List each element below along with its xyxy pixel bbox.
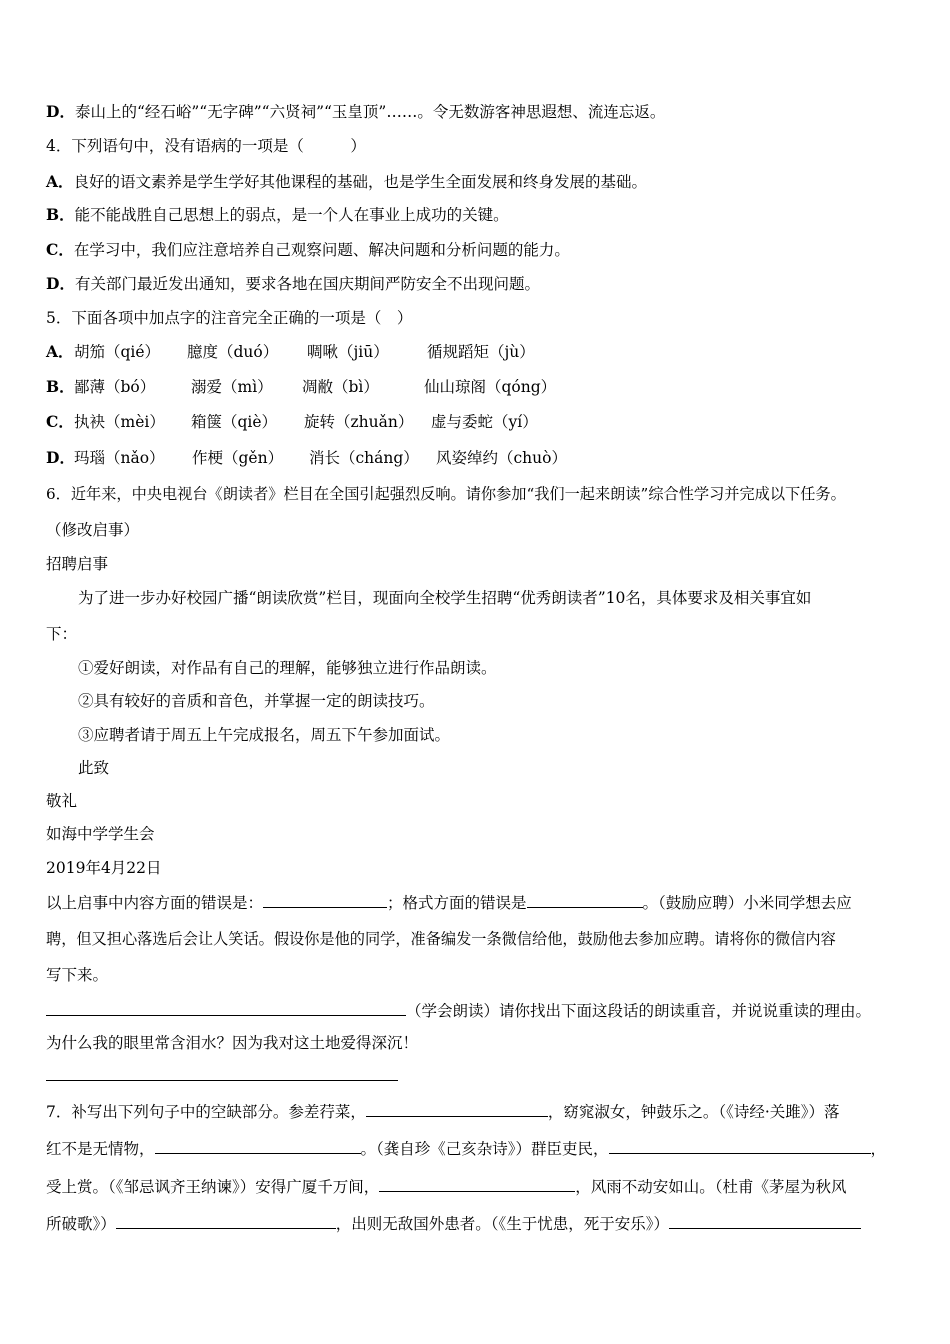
option-item: 消长（cháng） [309, 449, 419, 467]
option-label: D． [46, 274, 75, 293]
q5-option-c [46, 412, 538, 432]
notice-date: 2019年4月22日 [46, 859, 162, 877]
q7-line [46, 1137, 886, 1159]
option-label: C． [46, 412, 74, 431]
answer-blank[interactable] [609, 1137, 871, 1154]
option-label: A． [46, 172, 74, 191]
option-label: A． [46, 342, 74, 361]
q6-poem: 为什么我的眼里常含泪水？因为我对这土地爱得深沉！ [46, 1034, 419, 1052]
option-text: 良好的语文素养是学生学好其他课程的基础，也是学生全面发展和终身发展的基础。 [73, 173, 648, 191]
option-item: 凋敝（bì） [302, 378, 379, 396]
option-label: D． [46, 102, 75, 121]
q5-option-a [46, 342, 535, 362]
q7-text: ， [870, 1140, 887, 1158]
option-item: 玛瑙（nǎo） [74, 449, 165, 467]
q5-stem: 5．下面各项中加点字的注音完全正确的一项是（ ） [46, 309, 413, 327]
notice-requirement: ③应聘者请于周五上午完成报名，周五下午参加面试。 [78, 726, 451, 744]
q7-line [46, 1100, 840, 1122]
option-item: 执袂（mèi） [74, 413, 165, 431]
option-item: 箱箧（qiè） [191, 413, 278, 431]
q4-option-d [46, 274, 540, 294]
option-item: 臆度（duó） [187, 343, 279, 361]
task-text: ；格式方面的错误是 [387, 894, 527, 912]
option-label: D． [46, 448, 75, 467]
option-item: 溺爱（mì） [191, 378, 273, 396]
q4-option-b [46, 205, 509, 225]
answer-blank[interactable] [379, 1175, 575, 1192]
task-text: 以上启事中内容方面的错误是： [46, 894, 264, 912]
notice-salute: 敬礼 [46, 792, 78, 810]
q4-option-a [46, 172, 647, 192]
q6-task-line [46, 891, 852, 913]
option-label: C． [46, 240, 74, 259]
task-text: （学会朗读）请你找出下面这段话的朗读重音，并说说重读的理由。 [406, 1002, 872, 1020]
notice-title: 招聘启事 [46, 555, 109, 573]
option-label: B． [46, 205, 75, 224]
q6-task-line [46, 999, 871, 1021]
answer-blank[interactable] [669, 1212, 861, 1229]
option-item: 循规蹈矩（jù） [427, 343, 535, 361]
option-item: 作梗（gěn） [192, 449, 284, 467]
notice-requirement: ②具有较好的音质和音色，并掌握一定的朗读技巧。 [78, 692, 435, 710]
option-text: 能不能战胜自己思想上的弱点，是一个人在事业上成功的关键。 [74, 206, 509, 224]
answer-blank[interactable] [366, 1100, 548, 1117]
notice-body-cont: 下： [46, 625, 78, 643]
option-item: 虚与委蛇（yí） [431, 413, 538, 431]
q7-text: ，出则无敌国外患者。（《生于忧患，死于安乐》） [335, 1215, 670, 1233]
q3-option-d [46, 102, 665, 122]
notice-signer: 如海中学学生会 [46, 825, 155, 843]
q7-text: 7．补写出下列句子中的空缺部分。参差荇菜， [46, 1103, 366, 1121]
option-item: 鄙薄（bó） [74, 378, 156, 396]
option-text: 在学习中，我们应注意培养自己观察问题、解决问题和分析问题的能力。 [73, 241, 570, 259]
q4-stem: 4．下列语句中，没有语病的一项是（ ） [46, 137, 366, 155]
q6-stem: 6．近年来，中央电视台《朗读者》栏目在全国引起强烈反响。请你参加“我们一起来朗读”综合性学习并完成以下任务。 [46, 485, 846, 503]
q7-text: ，风雨不动安如山。（杜甫《茅屋为秋风 [575, 1178, 847, 1196]
option-item: 旋转（zhuǎn） [304, 413, 414, 431]
answer-blank-content-error[interactable] [263, 891, 387, 908]
option-text: 有关部门最近发出通知，要求各地在国庆期间严防安全不出现问题。 [74, 275, 540, 293]
option-label: B． [46, 377, 75, 396]
notice-requirement: ①爱好朗读，对作品有自己的理解，能够独立进行作品朗读。 [78, 659, 497, 677]
answer-blank[interactable] [155, 1137, 361, 1154]
q7-text: 所破歌》） [46, 1215, 116, 1233]
q5-option-d [46, 448, 567, 468]
q7-line [46, 1212, 861, 1234]
task-text: 。（鼓励应聘）小米同学想去应 [642, 894, 852, 912]
answer-blank-wechat[interactable] [46, 999, 406, 1016]
q6-task-line: 写下来。 [46, 966, 109, 984]
q6-task-line: 聘，但又担心落选后会让人笑话。假设你是他的同学，准备编发一条微信给他，鼓励他去参加应聘。请将你的微信内容 [46, 930, 836, 948]
notice-closing: 此致 [78, 759, 110, 777]
q5-option-b [46, 377, 556, 397]
option-item: 仙山琼阁（qóng） [424, 378, 557, 396]
q7-text: 。（龚自珍《己亥杂诗》）群臣吏民， [360, 1140, 609, 1158]
q7-text: ，窈窕淑女，钟鼓乐之。（《诗经·关雎》）落 [547, 1103, 840, 1121]
q7-line [46, 1175, 847, 1197]
q4-option-c [46, 240, 570, 260]
option-item: 胡笳（qié） [74, 343, 161, 361]
q6-answer-line [46, 1064, 398, 1086]
answer-blank-stress[interactable] [46, 1064, 398, 1081]
option-item: 风姿绰约（chuò） [436, 449, 567, 467]
notice-body: 为了进一步办好校园广播“朗读欣赏”栏目，现面向全校学生招聘“优秀朗读者”10名，具体要求及相关事宜如 [78, 589, 812, 607]
option-item: 啁啾（jiū） [307, 343, 389, 361]
option-text: 泰山上的“经石峪”“无字碑”“六贤祠”“玉皇顶”……。令无数游客神思遐想、流连忘返。 [74, 103, 666, 121]
q7-text: 受上赏。（《邹忌讽齐王纳谏》）安得广厦千万间， [46, 1178, 380, 1196]
answer-blank[interactable] [116, 1212, 336, 1229]
answer-blank-format-error[interactable] [527, 891, 643, 908]
q7-text: 红不是无情物， [46, 1140, 155, 1158]
q6-sub-heading: （修改启事） [46, 521, 140, 539]
